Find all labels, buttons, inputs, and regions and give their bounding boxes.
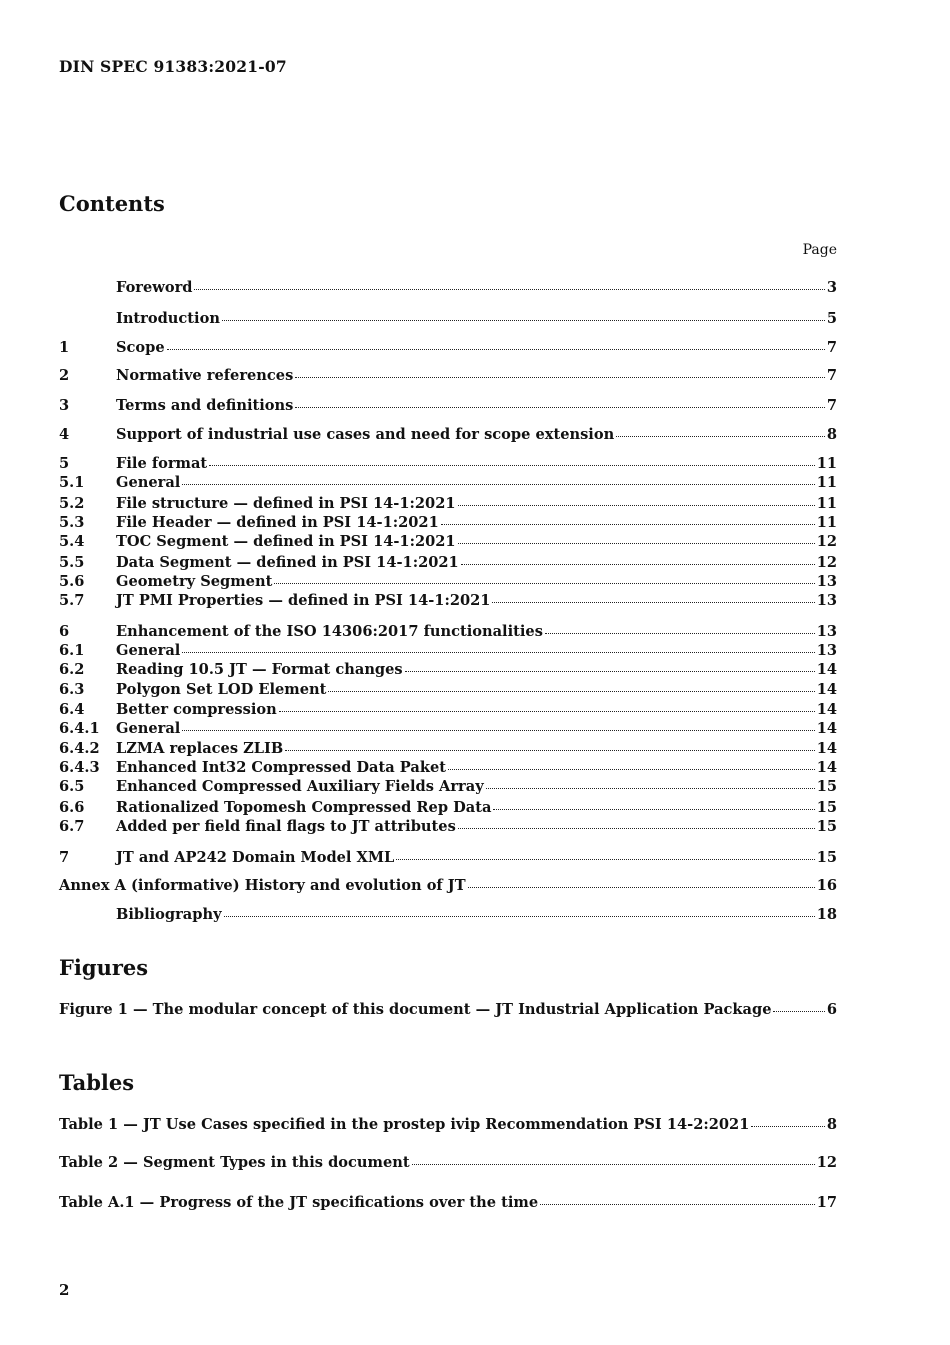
toc-entry-7[interactable]: 7 JT and AP242 Domain Model XML 15 <box>59 849 837 866</box>
toc-entry-6-4-3[interactable]: 6.4.3 Enhanced Int32 Compressed Data Paket 14 <box>59 759 837 776</box>
page-column-label: Page <box>802 242 837 258</box>
toc-entry-foreword[interactable]: Foreword 3 <box>116 279 837 296</box>
toc-entry-6-4-2[interactable]: 6.4.2 LZMA replaces ZLIB 14 <box>59 740 837 757</box>
toc-entry-4[interactable]: 4 Support of industrial use cases and need for scope extension 8 <box>59 426 837 443</box>
toc-entry-3[interactable]: 3 Terms and definitions 7 <box>59 397 837 414</box>
toc-entry-6-2[interactable]: 6.2 Reading 10.5 JT — Format changes 14 <box>59 661 837 678</box>
toc-entry-6[interactable]: 6 Enhancement of the ISO 14306:2017 functionalities 13 <box>59 623 837 640</box>
toc-entry-6-3[interactable]: 6.3 Polygon Set LOD Element 14 <box>59 681 837 698</box>
document-identifier: DIN SPEC 91383:2021-07 <box>59 57 287 76</box>
toc-entry-5-5[interactable]: 5.5 Data Segment — defined in PSI 14-1:2021 12 <box>59 554 837 571</box>
toc-entry-5[interactable]: 5 File format 11 <box>59 455 837 472</box>
table-entry-1[interactable]: Table 1 — JT Use Cases specified in the prostep ivip Recommendation PSI 14-2:2021 8 <box>59 1116 837 1133</box>
toc-entry-introduction[interactable]: Introduction 5 <box>116 310 837 327</box>
toc-entry-5-7[interactable]: 5.7 JT PMI Properties — defined in PSI 14-1:2021 13 <box>59 592 837 609</box>
table-entry-a1[interactable]: Table A.1 — Progress of the JT specifications over the time 17 <box>59 1194 837 1211</box>
toc-entry-6-7[interactable]: 6.7 Added per field final flags to JT attributes 15 <box>59 818 837 835</box>
tables-heading: Tables <box>59 1070 135 1095</box>
toc-entry-1[interactable]: 1 Scope 7 <box>59 339 837 356</box>
figures-heading: Figures <box>59 955 149 980</box>
toc-entry-5-4[interactable]: 5.4 TOC Segment — defined in PSI 14-1:2021 12 <box>59 533 837 550</box>
toc-entry-5-3[interactable]: 5.3 File Header — defined in PSI 14-1:2021 11 <box>59 514 837 531</box>
toc-entry-bibliography[interactable]: Bibliography 18 <box>116 906 837 923</box>
table-entry-2[interactable]: Table 2 — Segment Types in this document 12 <box>59 1154 837 1171</box>
toc-entry-6-1[interactable]: 6.1 General 13 <box>59 642 837 659</box>
toc-entry-5-1[interactable]: 5.1 General 11 <box>59 474 837 491</box>
page-number: 2 <box>59 1281 70 1299</box>
toc-entry-6-6[interactable]: 6.6 Rationalized Topomesh Compressed Rep Data 15 <box>59 799 837 816</box>
toc-entry-6-5[interactable]: 6.5 Enhanced Compressed Auxiliary Fields Array 15 <box>59 778 837 795</box>
toc-entry-2[interactable]: 2 Normative references 7 <box>59 367 837 384</box>
toc-entry-5-6[interactable]: 5.6 Geometry Segment 13 <box>59 573 837 590</box>
toc-entry-6-4-1[interactable]: 6.4.1 General 14 <box>59 720 837 737</box>
toc-entry-annex-a[interactable]: Annex A (informative) History and evolution of JT 16 <box>59 877 837 894</box>
contents-heading: Contents <box>59 191 165 216</box>
toc-entry-6-4[interactable]: 6.4 Better compression 14 <box>59 701 837 718</box>
figure-entry-1[interactable]: Figure 1 — The modular concept of this document — JT Industrial Application Package 6 <box>59 1001 837 1018</box>
toc-entry-5-2[interactable]: 5.2 File structure — defined in PSI 14-1:2021 11 <box>59 495 837 512</box>
